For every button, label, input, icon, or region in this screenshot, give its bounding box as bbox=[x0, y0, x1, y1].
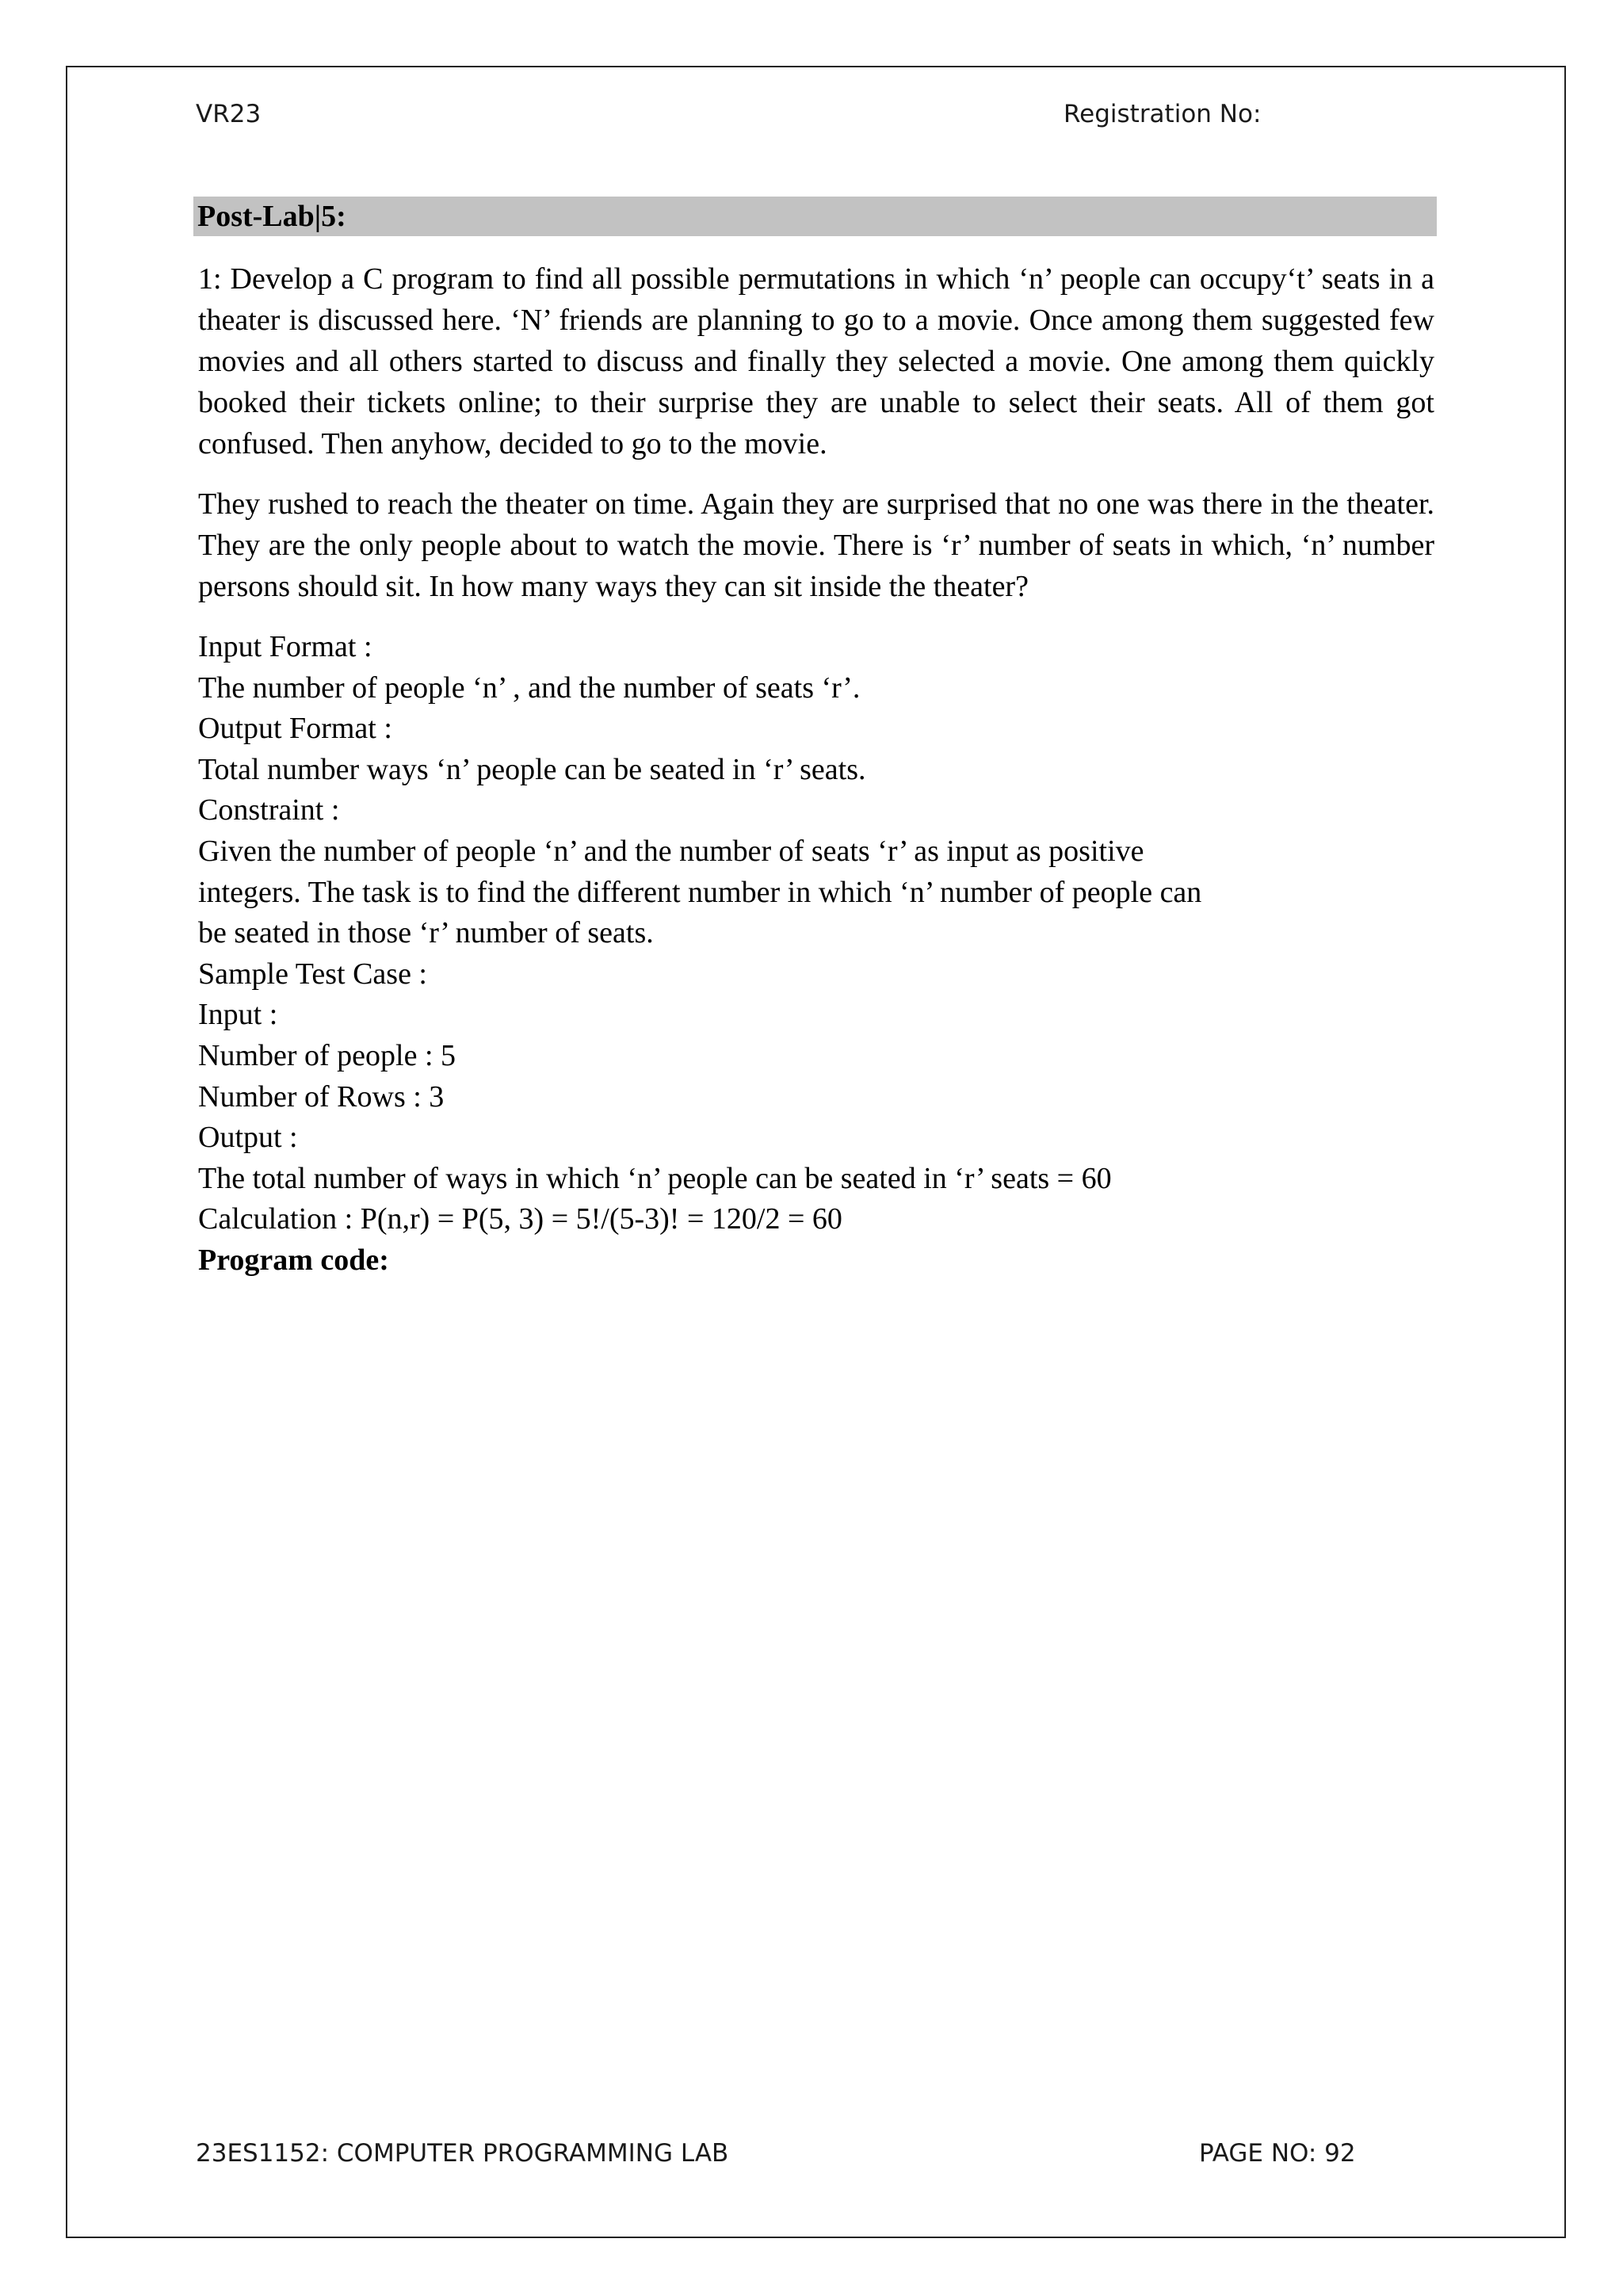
constraint-text-line-3: be seated in those ‘r’ number of seats. bbox=[198, 916, 654, 950]
header-registration-label: Registration No: bbox=[1064, 100, 1262, 128]
sample-input-people: Number of people : 5 bbox=[198, 1038, 456, 1072]
problem-paragraph-1: 1: Develop a C program to find all possible permutations in which ‘n’ people can occupy‘t’ seats in a theater is discussed here. ‘N’ friends are planning to go to a movie. Once among them suggested few movies and all others started to discuss and finally they selected a movie. One among them quickly booked their tickets online; to their surprise they are unable to select their seats. All of them got confused. Then anyhow, decided to go to the movie. bbox=[198, 262, 1434, 460]
output-format-heading: Output Format : bbox=[198, 712, 392, 746]
problem-details bbox=[198, 627, 1434, 1282]
constraint-text-line-1: Given the number of people ‘n’ and the number of seats ‘r’ as input as positive bbox=[198, 834, 1144, 868]
sample-input-rows: Number of Rows : 3 bbox=[198, 1079, 445, 1114]
sample-output-heading: Output : bbox=[198, 1121, 298, 1155]
problem-paragraph-2: They rushed to reach the theater on time. Again they are surprised that no one was there in the theater. They are the only people about to watch the movie. There is ‘r’ number of seats in which, ‘n’ number persons should sit. In how many ways they can sit inside the theater? bbox=[198, 487, 1434, 603]
sample-input-heading: Input : bbox=[198, 998, 278, 1032]
program-code-label: Program code: bbox=[198, 1243, 389, 1277]
input-format-text: The number of people ‘n’ , and the number of seats ‘r’. bbox=[198, 670, 861, 705]
constraint-text-line-2: integers. The task is to find the different number in which ‘n’ number of people can bbox=[198, 875, 1202, 909]
constraint-heading: Constraint : bbox=[198, 793, 340, 827]
calculation-text: Calculation : P(n,r) = P(5, 3) = 5!/(5-3)! = 120/2 = 60 bbox=[198, 1202, 842, 1236]
header-course-code: VR23 bbox=[196, 100, 262, 128]
footer-course-title: 23ES1152: COMPUTER PROGRAMMING LAB bbox=[196, 2139, 729, 2168]
input-format-heading: Input Format : bbox=[198, 630, 372, 663]
output-format-text: Total number ways ‘n’ people can be seated in ‘r’ seats. bbox=[198, 752, 866, 786]
sample-test-case-heading: Sample Test Case : bbox=[198, 957, 427, 991]
footer-page-number: PAGE NO: 92 bbox=[1199, 2139, 1356, 2168]
section-title: Post-Lab|5: bbox=[193, 197, 1437, 236]
sample-output-text: The total number of ways in which ‘n’ people can be seated in ‘r’ seats = 60 bbox=[198, 1161, 1112, 1195]
